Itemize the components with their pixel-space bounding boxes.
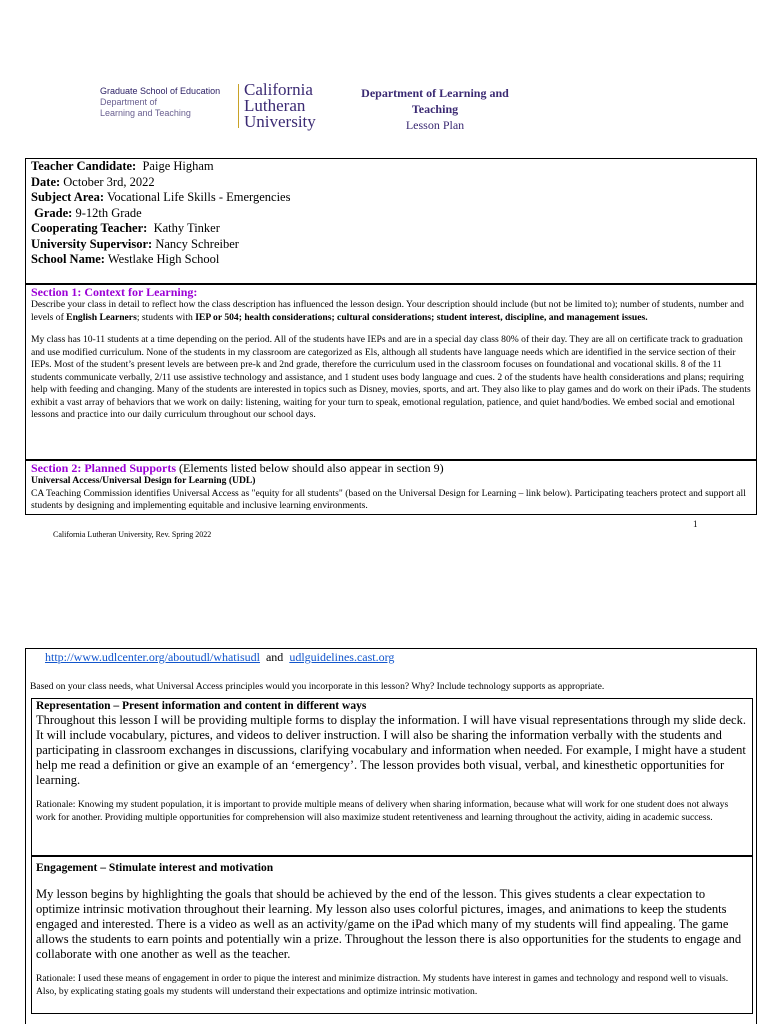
- date-value: October 3rd, 2022: [63, 174, 155, 189]
- date-row: [31, 175, 751, 191]
- page2-right-border: [756, 688, 757, 1024]
- footer-text: California Lutheran University, Rev. Spring 2022: [53, 530, 212, 539]
- section2-heading-note: (Elements listed below should also appear in section 9): [176, 461, 444, 475]
- section1-heading: Section 1: Context for Learning:: [31, 285, 198, 299]
- udlguidelines-link[interactable]: udlguidelines.cast.org: [289, 650, 395, 664]
- supervisor-row: [31, 237, 751, 253]
- section2-heading-row: [31, 461, 751, 475]
- school-row: [31, 252, 751, 268]
- section1-prompt: [31, 299, 751, 324]
- section2-box: [25, 460, 757, 515]
- lesson-info-box: [25, 158, 757, 284]
- spacer: [36, 875, 748, 887]
- dept-line1: Department of Learning and: [361, 86, 509, 100]
- prompt-part-b: English Learners: [66, 311, 137, 323]
- page-number: 1: [693, 519, 698, 529]
- grade-row: [31, 206, 751, 222]
- coop-value: Kathy Tinker: [153, 221, 220, 235]
- supervisor-value: Nancy Schreiber: [155, 236, 239, 251]
- school-value: Westlake High School: [107, 252, 220, 266]
- teacher-value: Paige Higham: [142, 159, 214, 173]
- coop-label: Cooperating Teacher:: [31, 221, 148, 235]
- date-label: Date:: [31, 174, 61, 189]
- spacer: [36, 788, 748, 798]
- engagement-heading: Engagement – Stimulate interest and motivation: [36, 862, 274, 874]
- supervisor-label: University Supervisor:: [31, 236, 153, 251]
- udlcenter-link[interactable]: http://www.udlcenter.org/aboutudl/whatisudl: [45, 650, 260, 664]
- cal-line2: Lutheran: [244, 96, 306, 115]
- engagement-body: My lesson begins by highlighting the goals that should be achieved by the end of the lesson. This gives students a clear expectation to optimize intrinsic motivation throughout their learning. My lesson also uses colorful pictures, images, and animations to keep the students engaged and interested. There is a video as well as an activity/game on the iPad which many of my students will find appealing. The game allows the students to earn points and potentially win a prize. Throughout the lesson there is also opportunities for the students to engage and collaborate with one another as well as the teacher.: [36, 887, 742, 961]
- teacher-label: Teacher Candidate:: [31, 159, 137, 173]
- dept-line2: Teaching: [411, 102, 459, 116]
- engagement-rationale: Rationale: I used these means of engagement in order to pique the interest and minimize distraction. My students have interest in games and technology and respond well to visuals. Also, by explicating stating goals my students will understand their expectations and optimize intrinsic motivation.: [36, 973, 729, 997]
- subject-row: [31, 190, 751, 206]
- prompt-part-a: Describe your class in detail to reflect how the class description has influenced the lesson design. Your description should include (but not be limited to); number of students, number and levels of: [31, 299, 744, 323]
- representation-heading: Representation – Present information and content in different ways: [36, 700, 367, 712]
- representation-body: Throughout this lesson I will be providing multiple forms to display the information. I will have visual representations through my slide deck. It will include vocabulary, pictures, and videos to deliver instruction. I will also be sharing the information verbally with the students and participating in classroom exchanges in discussions, clarifying vocabulary and information when needed. For example, I might have a student help me read a definition or give an example of an ‘emergency’. The lesson provides both visual, verbal, and kinesthetic opportunities for learning.: [36, 713, 746, 787]
- page2-left-border: [25, 688, 26, 1024]
- gse-line3: Learning and Teaching: [100, 108, 191, 118]
- link-and: and: [265, 650, 284, 664]
- gse-logo-text: [100, 86, 220, 119]
- school-label: School Name:: [31, 252, 105, 266]
- gse-line2: Department of: [100, 97, 158, 107]
- teacher-row: [31, 159, 751, 175]
- grade-value: 9-12th Grade: [75, 205, 142, 220]
- cal-line3: University: [244, 112, 316, 131]
- section1-body: My class has 10-11 students at a time depending on the period. All of the students have IEPs and are in a special day class 80% of their day. They are all on certificate track to graduation and use modified curriculum. None of the students in my classroom are categorized as Els, although all students have language needs which are identified in the service section of their IEPs. Most of the student’s present levels are between pre-k and 2nd grade, therefore the curriculum used in the classroom focuses on foundational and vocational skills. 8 of the 11 students communicate verbally, 2/11 use assistive technology and assistance, and 1 student uses body language and cues. 2 of the students have health considerations and plans; requiring help with feeding and changing. Many of the students are interested in topics such as Disney, movies, sports, and art. They also like to play games and do work on their iPads. The students exhibit a vast array of behaviors that we work on daily: listening, waiting for your turn to speak, emotional regulation, patience, and quiet hand/bodies. We embed social and emotional lessons and practice into our daily curriculum throughout our school days.: [31, 334, 751, 420]
- prompt-part-c: ; students with: [136, 311, 196, 323]
- grade-label: Grade:: [34, 205, 73, 220]
- logo-divider: [238, 84, 239, 128]
- spacer: [31, 324, 751, 334]
- cal-lutheran-logo: [244, 82, 316, 130]
- department-title: [350, 85, 520, 133]
- coop-row: [31, 221, 751, 237]
- subject-value: Vocational Life Skills - Emergencies: [106, 190, 291, 204]
- dept-line3: Lesson Plan: [405, 118, 465, 132]
- representation-rationale: Rationale: Knowing my student population, it is important to provide multiple means of delivery when sharing information, because what will work for one student does not always work for another. Providing multiple opportunities for comprehension will also maximize student retentiveness and learning throughout the activity, aiding in academic success.: [36, 799, 729, 823]
- udl-subheading: Universal Access/Universal Design for Learning (UDL): [31, 475, 256, 486]
- prompt-part-d: IEP or 504; health considerations; cultural considerations; student interest, discipline, and management issues.: [195, 311, 648, 323]
- gse-line1: Graduate School of Education: [100, 86, 221, 96]
- engagement-box: [31, 856, 753, 1014]
- representation-box: [31, 698, 753, 856]
- universal-access-question: Based on your class needs, what Universal Access principles would you incorporate in this lesson? Why? Include technology supports as appropriate.: [30, 681, 605, 692]
- cal-line1: California: [244, 80, 313, 99]
- section2-body: CA Teaching Commission identifies Universal Access as "equity for all students" (based on the Universal Design for Learning – link below). Participating teachers protect and support all students by designing and implementing equitable and inclusive learning environments.: [31, 487, 746, 511]
- udl-links: [45, 650, 394, 665]
- section1-box: [25, 284, 757, 460]
- subject-label: Subject Area:: [31, 190, 105, 204]
- section2-heading: Section 2: Planned Supports: [31, 461, 177, 475]
- spacer: [36, 962, 748, 972]
